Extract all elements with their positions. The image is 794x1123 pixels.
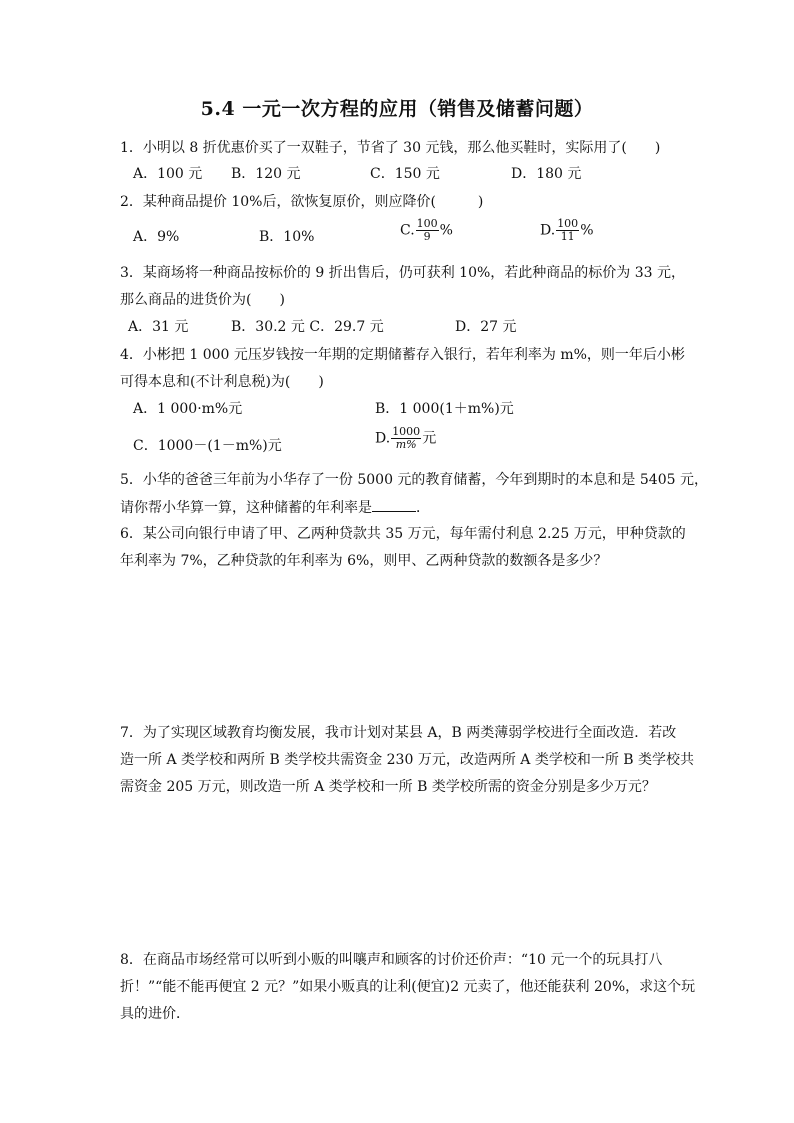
q2-option-d-fraction	[556, 218, 579, 243]
q1-stem: 1．小明以 8 折优惠价买了一双鞋子，节省了 30 元钱，那么他买鞋时，实际用了( )	[120, 140, 661, 156]
q5-line2	[120, 497, 430, 518]
q1-option-b: B．120 元	[231, 166, 301, 182]
q3-stem-line2: 那么商品的进货价为( )	[120, 292, 285, 308]
q2-option-d-prefix: D.	[540, 222, 556, 239]
q6-line2: 年利率为 7%，乙种贷款的年利率为 6%，则甲、乙两种贷款的数额各是多少？	[120, 553, 608, 569]
q4-stem-line2: 可得本息和(不计利息税)为( )	[120, 374, 324, 390]
q4-option-d-denominator: m%	[395, 438, 417, 451]
q1-option-c: C．150 元	[370, 166, 440, 182]
q5-line2-end: ．	[416, 500, 430, 516]
q2-option-c-suffix: %	[439, 222, 453, 239]
q2-option-c-numerator: 100	[416, 217, 438, 230]
q2-option-c-prefix: C.	[400, 222, 415, 239]
q2-option-d	[540, 218, 594, 243]
page-title: 5.4 一元一次方程的应用（销售及储蓄问题）	[200, 98, 594, 120]
q4-option-d	[375, 426, 436, 451]
q2-option-a: A．9%	[133, 229, 180, 245]
q2-option-d-denominator: 11	[560, 230, 575, 243]
q7-line3: 需资金 205 万元，则改造一所 A 类学校和一所 B 类学校所需的资金分别是多少万元？	[120, 779, 656, 795]
q1-option-a: A．100 元	[133, 166, 203, 182]
q4-option-b: B．1 000(1＋m%)元	[375, 401, 514, 417]
q4-option-d-numerator: 1000	[392, 425, 421, 438]
q2-option-c-denominator: 9	[423, 230, 431, 243]
q4-option-d-fraction	[391, 426, 421, 451]
q7-line2: 造一所 A 类学校和两所 B 类学校共需资金 230 万元，改造两所 A 类学校和一所 B 类学校共	[120, 752, 695, 768]
q5-line2-text: 请你帮小华算一算，这种储蓄的年利率是	[120, 500, 372, 516]
q2-option-b: B．10%	[259, 229, 315, 245]
q2-option-d-numerator: 100	[557, 217, 579, 230]
q2-option-c-fraction	[416, 218, 439, 243]
q4-option-a: A．1 000·m%元	[133, 401, 243, 417]
q2-stem: 2．某种商品提价 10%后，欲恢复原价，则应降价( )	[120, 194, 484, 210]
q3-option-d: D．27 元	[455, 319, 517, 335]
q1-option-d: D．180 元	[511, 166, 582, 182]
q4-option-c: C．1000－(1－m%)元	[133, 438, 282, 454]
q2-option-c	[400, 218, 453, 243]
q8-line1: 8．在商品市场经常可以听到小贩的叫嚷声和顾客的讨价还价声：“10 元一个的玩具打八	[120, 952, 663, 968]
answer-blank	[372, 497, 416, 512]
q4-option-d-prefix: D.	[375, 430, 391, 447]
q3-stem-line1: 3．某商场将一种商品按标价的 9 折出售后，仍可获利 10%，若此种商品的标价为 33 元，	[120, 265, 685, 281]
q2-option-d-suffix: %	[580, 222, 594, 239]
q5-line1: 5．小华的爸爸三年前为小华存了一份 5000 元的教育储蓄，今年到期时的本息和是 5405 元，	[120, 472, 708, 488]
q4-option-d-suffix: 元	[422, 430, 437, 447]
q3-option-a: A．31 元	[128, 319, 189, 335]
q8-line2: 折！”“能不能再便宜 2 元？”如果小贩真的让利(便宜)2 元卖了，他还能获利 20%，求这个玩	[120, 979, 696, 995]
q6-line1: 6．某公司向银行申请了甲、乙两种贷款共 35 万元，每年需付利息 2.25 万元，甲种贷款的	[120, 526, 686, 542]
q7-line1: 7．为了实现区域教育均衡发展，我市计划对某县 A，B 两类薄弱学校进行全面改造．若改	[120, 725, 677, 741]
q3-option-bc: B．30.2 元 C．29.7 元	[231, 319, 384, 335]
q4-stem-line1: 4．小彬把 1 000 元压岁钱按一年期的定期储蓄存入银行，若年利率为 m%，则一年后小彬	[120, 347, 685, 363]
q8-line3: 具的进价．	[120, 1006, 190, 1022]
